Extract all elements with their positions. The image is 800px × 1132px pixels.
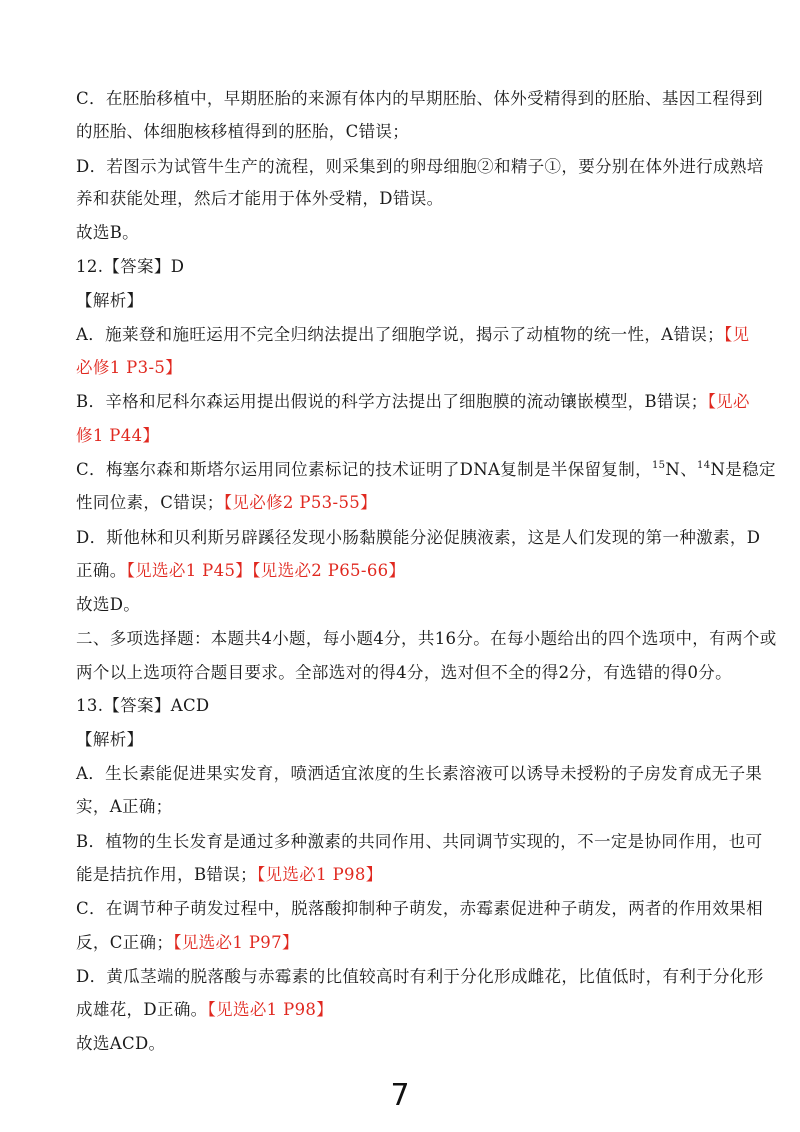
- textbook-reference: 【见: [723, 325, 750, 344]
- isotope-mass-14: 14: [697, 460, 711, 471]
- q13-option-b-line2: 能是拮抗作用，B错误；【见选必1 P98】: [76, 865, 383, 884]
- textbook-reference: 【见必修2 P53-55】: [223, 493, 377, 512]
- page-number: 7: [390, 1078, 410, 1113]
- q12-analysis-heading: 【解析】: [76, 291, 144, 310]
- textbook-reference: 必修1 P3-5】: [76, 358, 183, 377]
- q13-option-d-line2: 成雄花，D正确。【见选必1 P98】: [76, 1000, 334, 1019]
- isotope-mass-15: 15: [651, 460, 666, 471]
- q12-option-c-line1: C．梅塞尔森和斯塔尔运用同位素标记的技术证明了DNA复制是半保留复制，$^{15}$N、$^{14}$N是稳定: [76, 460, 776, 479]
- q12-option-d-line2: 正确。【见选必1 P45】【见选必2 P65-66】: [76, 561, 406, 580]
- q13-option-a-line2: 实，A正确；: [76, 797, 173, 816]
- section2-instructions-line2: 两个以上选项符合题目要求。全部选对的得4分，选对但不全的得2分，有选错的得0分。: [76, 663, 732, 682]
- q13-answer: 13.【答案】ACD: [76, 696, 210, 715]
- q12-option-b-line2: [76, 425, 159, 447]
- textbook-reference: 【见选必1 P45】: [126, 561, 253, 580]
- q12-conclusion: 故选D。: [76, 595, 141, 614]
- textbook-reference: 【见必: [707, 392, 750, 411]
- q12-answer: 12.【答案】D: [76, 257, 185, 276]
- textbook-reference: 修1 P44】: [76, 426, 160, 445]
- textbook-reference: 【见选必2 P65-66】: [252, 561, 406, 580]
- q13-analysis-heading: 【解析】: [76, 730, 144, 749]
- q11-option-d-line1: D．若图示为试管牛生产的流程，则采集到的卵母细胞②和精子①，要分别在体外进行成熟培: [76, 157, 764, 176]
- q12-option-b-line1: B．辛格和尼科尔森运用提出假说的科学方法提出了细胞膜的流动镶嵌模型，B错误；【见必: [76, 392, 750, 411]
- q13-option-c-line2: 反，C正确；【见选必1 P97】: [76, 933, 299, 952]
- q13-option-b-line1: B．植物的生长发育是通过多种激素的共同作用、共同调节实现的，不一定是协同作用，也可: [76, 832, 763, 851]
- q13-option-c-line1: C．在调节种子萌发过程中，脱落酸抑制种子萌发，赤霉素促进种子萌发，两者的作用效果相: [76, 899, 763, 918]
- q12-option-a-line1: A．施莱登和施旺运用不完全归纳法提出了细胞学说，揭示了动植物的统一性，A错误；【见: [76, 325, 750, 344]
- section2-instructions-line1: 二、多项选择题：本题共4小题，每小题4分，共16分。在每小题给出的四个选项中，有两个或: [76, 629, 777, 648]
- q11-option-c-line2: 的胚胎、体细胞核移植得到的胚胎，C错误；: [76, 122, 410, 141]
- q11-option-c-line1: C．在胚胎移植中，早期胚胎的来源有体内的早期胚胎、体外受精得到的胚胎、基因工程得到: [76, 89, 763, 108]
- q13-option-d-line1: D．黄瓜茎端的脱落酸与赤霉素的比值较高时有利于分化形成雌花，比值低时，有利于分化形: [76, 967, 764, 986]
- q13-option-a-line1: A．生长素能促进果实发育，喷洒适宜浓度的生长素溶液可以诱导未授粉的子房发育成无子果: [76, 764, 763, 783]
- q12-option-d-line1: D．斯他林和贝利斯另辟蹊径发现小肠黏膜能分泌促胰液素，这是人们发现的第一种激素，D: [76, 528, 761, 547]
- q11-conclusion: 故选B。: [76, 223, 140, 242]
- q13-conclusion: 故选ACD。: [76, 1034, 166, 1053]
- q12-option-a-line2: [76, 357, 182, 379]
- textbook-reference: 【见选必1 P98】: [256, 865, 383, 884]
- q12-option-c-line2: 性同位素，C错误；【见必修2 P53-55】: [76, 493, 377, 512]
- q11-option-d-line2: 养和获能处理，然后才能用于体外受精，D错误。: [76, 189, 444, 208]
- textbook-reference: 【见选必1 P98】: [207, 1000, 334, 1019]
- textbook-reference: 【见选必1 P97】: [173, 933, 299, 952]
